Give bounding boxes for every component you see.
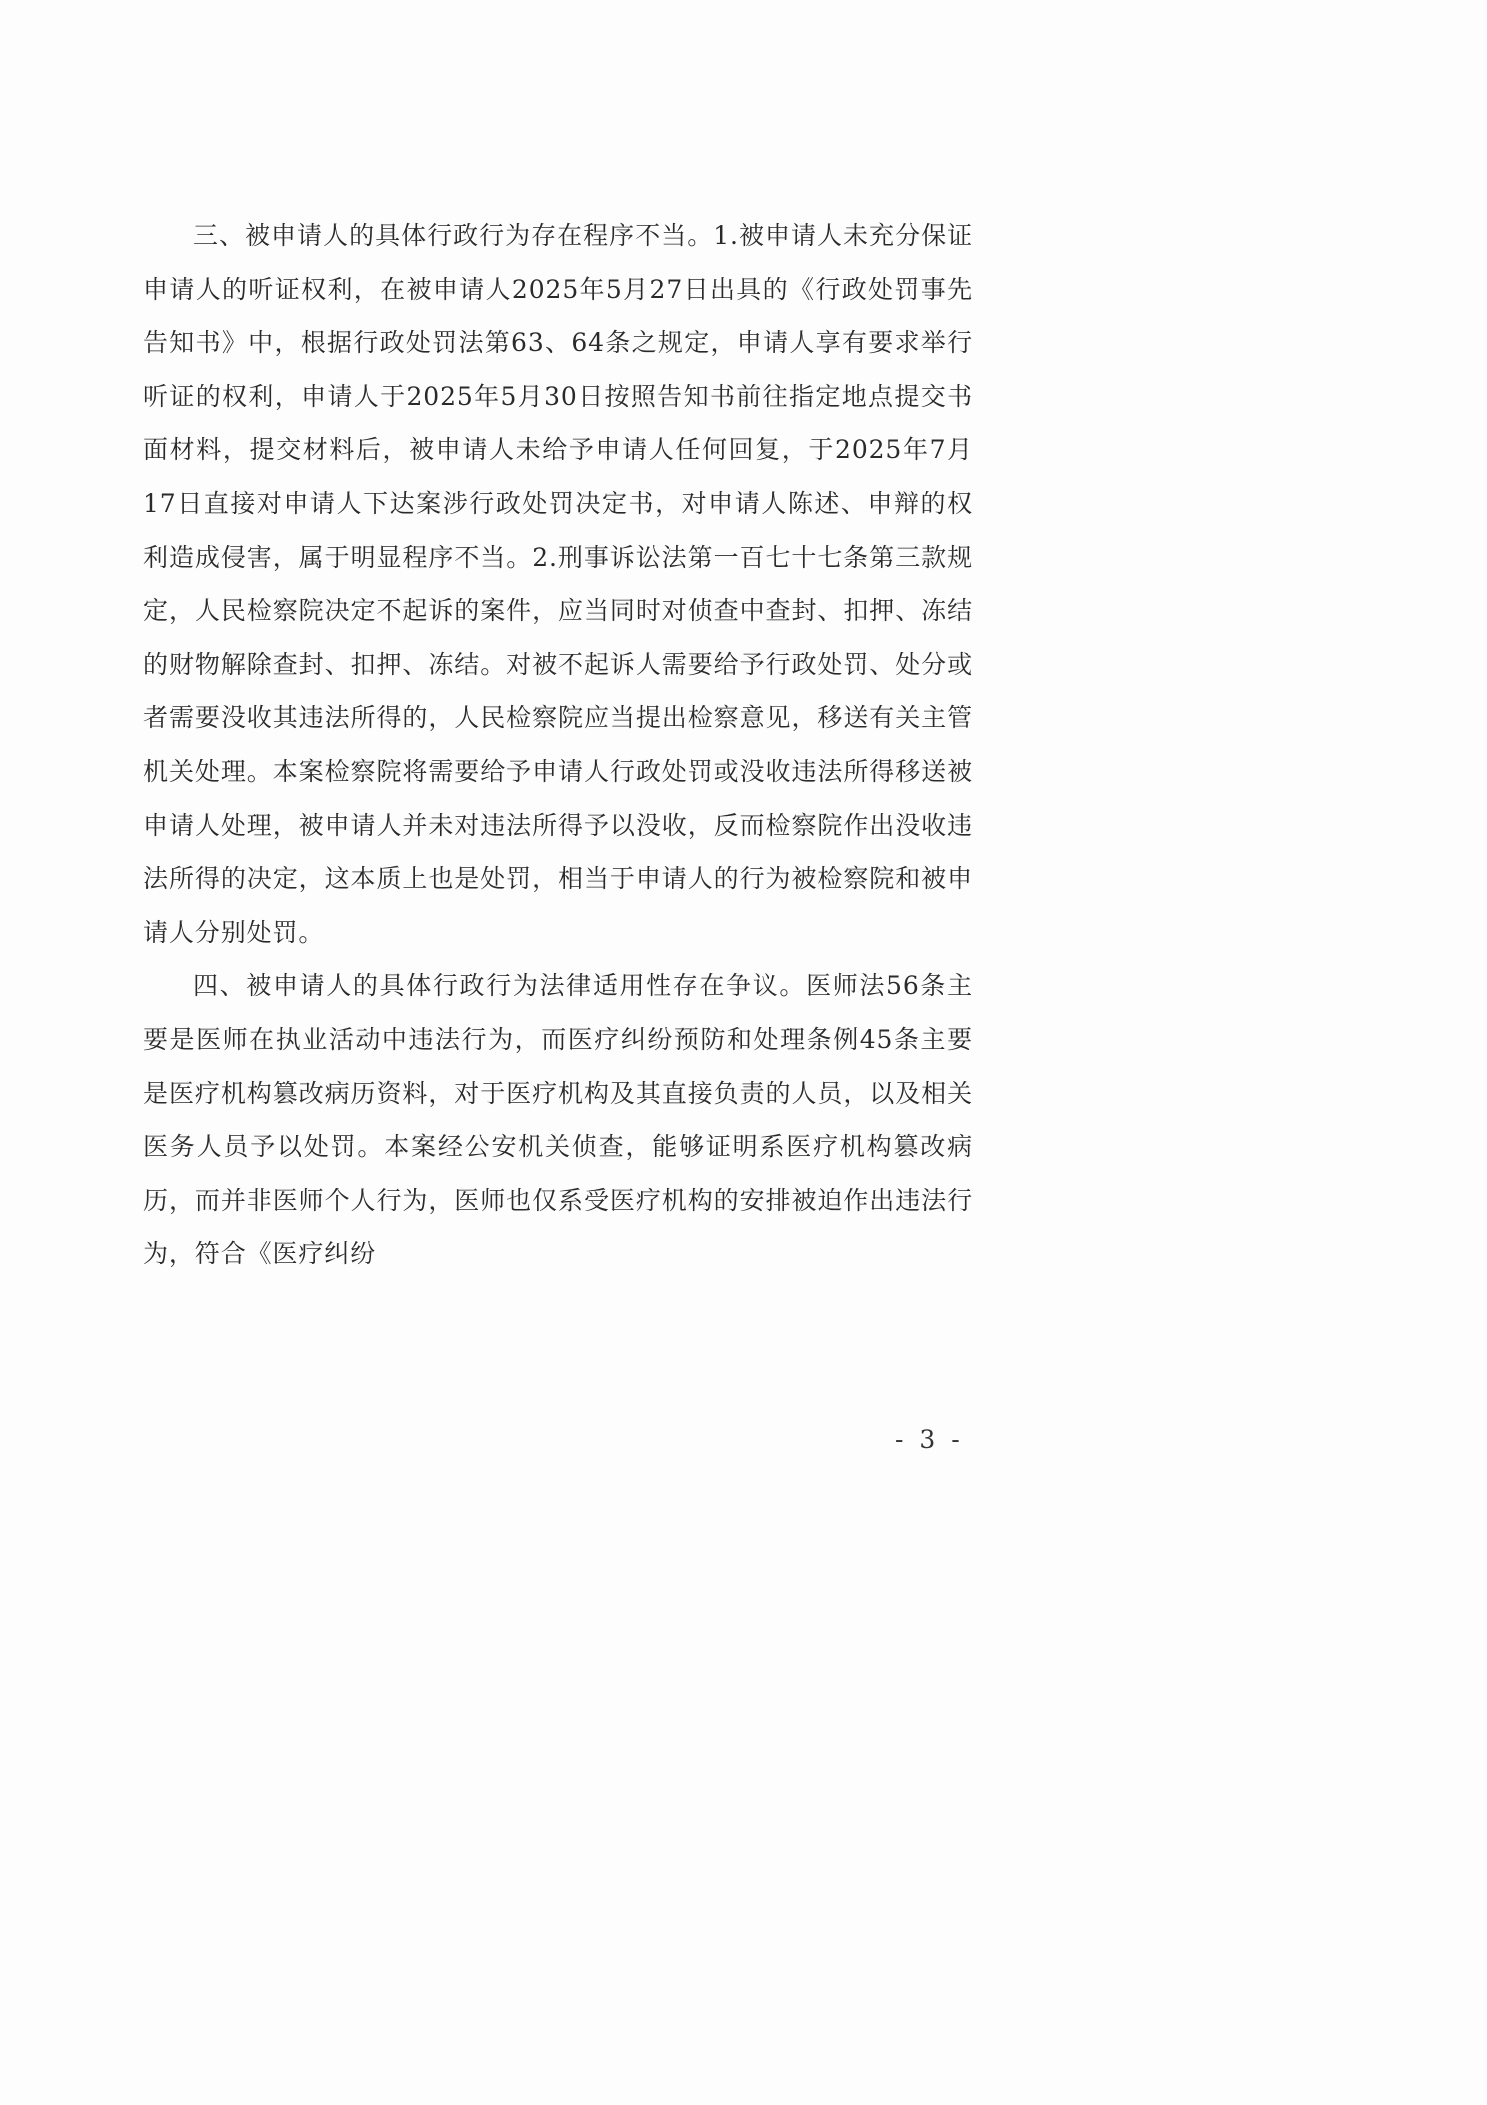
page-number: - 3 - [895,1425,964,1454]
paragraph-procedure-improper: 三、被申请人的具体行政行为存在程序不当。1.被申请人未充分保证申请人的听证权利，在被申请人2025年5月27日出具的《行政处罚事先告知书》中，根据行政处罚法第63、64条之规定，申请人享有要求举行听证的权利，申请人于2025年5月30日按照告知书前往指定地点提交书面材料，提交材料后，被申请人未给予申请人任何回复，于2025年7月17日直接对申请人下达案涉行政处罚决定书，对申请人陈述、申辩的权利造成侵害，属于明显程序不当。2.刑事诉讼法第一百七十七条第三款规定，人民检察院决定不起诉的案件，应当同时对侦查中查封、扣押、冻结的财物解除查封、扣押、冻结。对被不起诉人需要给予行政处罚、处分或者需要没收其违法所得的，人民检察院应当提出检察意见，移送有关主管机关处理。本案检察院将需要给予申请人行政处罚或没收违法所得移送被申请人处理，被申请人并未对违法所得予以没收，反而检察院作出没收违法所得的决定，这本质上也是处罚，相当于申请人的行为被检察院和被申请人分别处罚。 [143,221,973,947]
document-body [143,209,973,1281]
paragraph-legal-applicability: 四、被申请人的具体行政行为法律适用性存在争议。医师法56条主要是医师在执业活动中违法行为，而医疗纠纷预防和处理条例45条主要是医疗机构篡改病历资料，对于医疗机构及其直接负责的人员，以及相关医务人员予以处罚。本案经公安机关侦查，能够证明系医疗机构篡改病历，而并非医师个人行为，医师也仅系受医疗机构的安排被迫作出违法行为，符合《医疗纠纷 [143,971,973,1269]
